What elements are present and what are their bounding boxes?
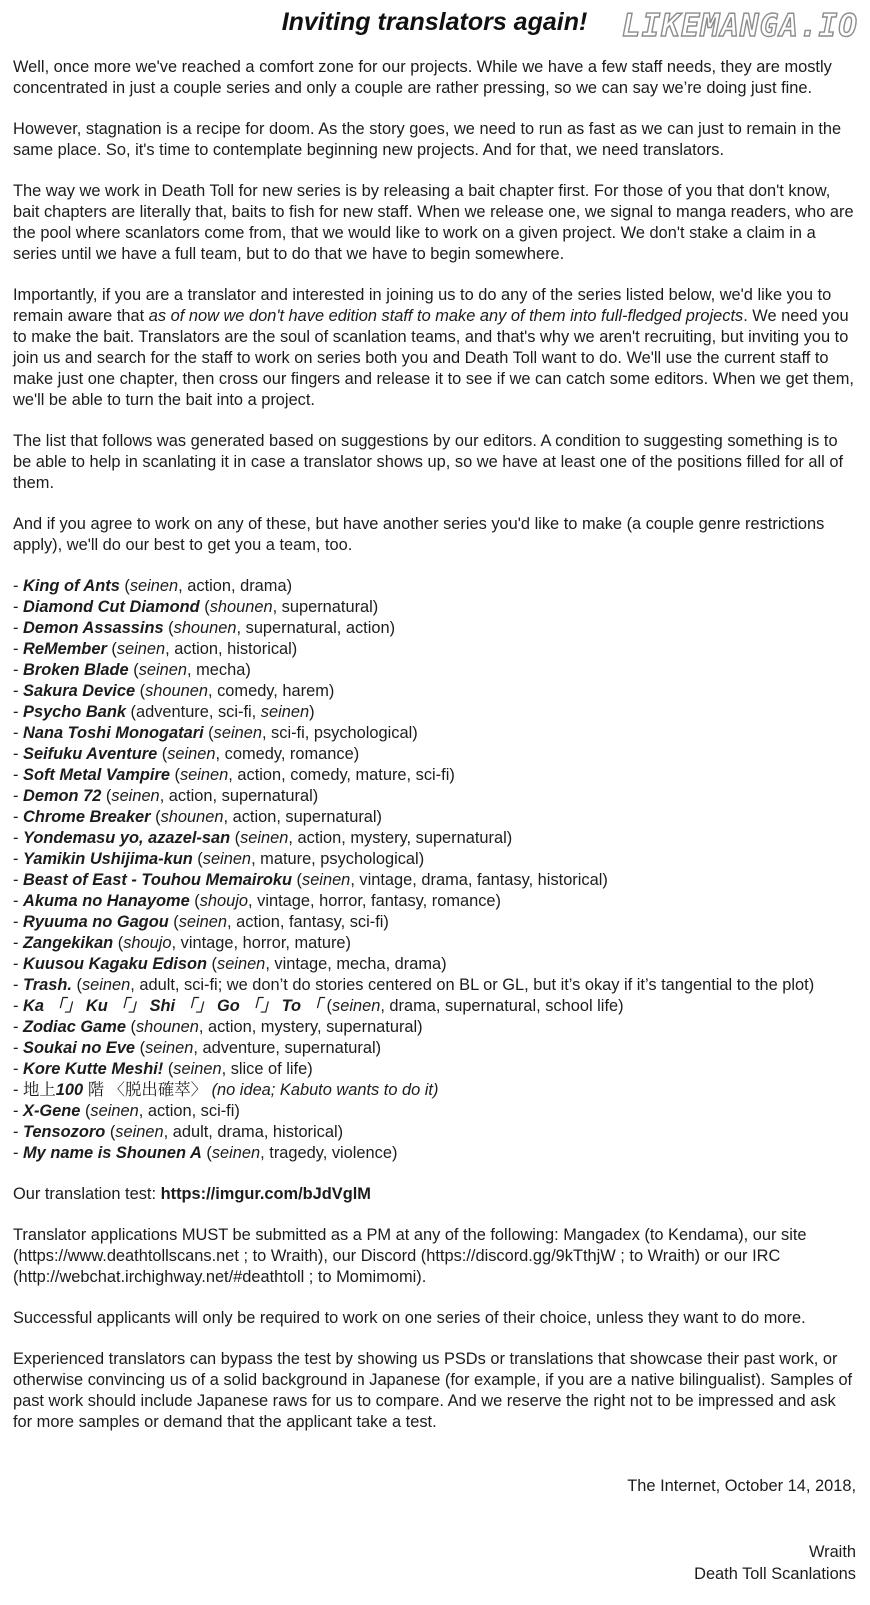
series-list-item: - Tensozoro (seinen, adult, drama, historical) [13, 1123, 344, 1141]
translation-test-url: https://imgur.com/bJdVglM [160, 1185, 371, 1203]
series-list-item: - King of Ants (seinen, action, drama) [13, 577, 293, 595]
series-list-item: - Sakura Device (shounen, comedy, harem) [13, 682, 335, 700]
series-list-item: - Soukai no Eve (seinen, adventure, supernatural) [13, 1039, 382, 1057]
translation-test-line [13, 1184, 856, 1205]
paragraph-other-series: And if you agree to work on any of these, but have another series you'd like to make (a couple genre restrictions apply), we'll do our best to get you a team, too. [13, 515, 825, 554]
paragraph-applications: Translator applications MUST be submitted as a PM at any of the following: Mangadex (to Kendama), our site (https://www.deathtollscans.net ; to Wraith), our Discord (https://discord.gg/9kTthjW ; to Wraith) or our IRC (http://webchat.irchighway.net/#deathtoll ; to Momimomi). [13, 1226, 807, 1286]
series-list-item: - Zodiac Game (shounen, action, mystery, supernatural) [13, 1018, 423, 1036]
series-list-item: - Kore Kutte Meshi! (seinen, slice of life) [13, 1060, 313, 1078]
series-list-item: - Ryuuma no Gagou (seinen, action, fantasy, sci-fi) [13, 913, 389, 931]
paragraph-importantly-italic-note: as of now we don't have edition staff to make any of them into full-fledged projects [148, 307, 744, 325]
signature-block [13, 1476, 856, 1585]
series-list-item: - Zangekikan (shoujo, vintage, horror, mature) [13, 934, 351, 952]
signature-name: Wraith [808, 1543, 856, 1561]
paragraph-successful-applicants: Successful applicants will only be required to work on one series of their choice, unless they want to do more. [13, 1309, 806, 1327]
series-list-item: - Beast of East - Touhou Memairoku (seinen, vintage, drama, fantasy, historical) [13, 871, 608, 889]
series-list-item: - Yamikin Ushijima-kun (seinen, mature, psychological) [13, 850, 425, 868]
paragraph-stagnation: However, stagnation is a recipe for doom. As the story goes, we need to run as fast as we can just to remain in the same place. So, it's time to contemplate beginning new projects. And for that, we need translators. [13, 120, 842, 159]
paragraph-bait-chapters: The way we work in Death Toll for new series is by releasing a bait chapter first. For those of you that don't know, bait chapters are literally that, baits to fish for new staff. When we release one, we signal to manga readers, who are the pool where scanlators come from, that we would like to work on a given project. We don't stake a claim in a series until we have a full team, but to do that we have to begin somewhere. [13, 182, 854, 263]
series-list-item: - Broken Blade (seinen, mecha) [13, 661, 251, 679]
series-list-item: - Diamond Cut Diamond (shounen, supernatural) [13, 598, 379, 616]
series-list-item: - Psycho Bank (adventure, sci-fi, seinen) [13, 703, 315, 721]
paragraph-list-origin: The list that follows was generated based on suggestions by our editors. A condition to suggesting something is to be able to help in scanlating it in case a translator shows up, so we have at least one of the positions filled for all of them. [13, 432, 844, 492]
series-list-item: - 地上100 階 〈脱出確萃〉 (no idea; Kabuto wants to do it) [13, 1081, 439, 1099]
series-list-item: - Demon 72 (seinen, action, supernatural) [13, 787, 319, 805]
series-list-item: - Soft Metal Vampire (seinen, action, comedy, mature, sci-fi) [13, 766, 455, 784]
likemanga-watermark: LIKEMANGA.IO [622, 8, 858, 44]
series-list [13, 576, 856, 1164]
series-list-item: - Trash. (seinen, adult, sci-fi; we don’t do stories centered on BL or GL, but it’s okay if it’s tangential to the plot) [13, 976, 815, 994]
translation-test-label: Our translation test: [13, 1185, 161, 1203]
series-list-item: - Seifuku Aventure (seinen, comedy, romance) [13, 745, 360, 763]
signature-group: Death Toll Scanlations [694, 1565, 856, 1583]
series-list-item: - Demon Assassins (shounen, supernatural, action) [13, 619, 396, 637]
paragraph-experienced-translators: Experienced translators can bypass the test by showing us PSDs or translations that showcase their past work, or otherwise convincing us of a solid background in Japanese (for example, if you are a native bilingualist). Samples of past work should include Japanese raws for us to compare. And we reserve the right not to be impressed and ask for more samples or demand that the applicant take a test. [13, 1350, 853, 1431]
paragraph-importantly-after: . We need you to make the bait. Translators are the soul of scanlation teams, and that's why we aren't recruiting, but inviting you to join us and search for the staff to work on series both you and Death Toll want to do. We'll use the current staff to make just one chapter, then cross our fingers and release it to see if we can catch some editors. When we get them, we'll be able to turn the bait into a project. [13, 307, 854, 409]
series-list-item: - Yondemasu yo, azazel-san (seinen, action, mystery, supernatural) [13, 829, 513, 847]
series-list-item: - ReMember (seinen, action, historical) [13, 640, 298, 658]
signature-date: The Internet, October 14, 2018, [627, 1477, 856, 1495]
series-list-item: - Nana Toshi Monogatari (seinen, sci-fi, psychological) [13, 724, 418, 742]
page-title: Inviting translators again! [281, 8, 588, 36]
paragraph-importantly-before: Importantly, if you are a translator and interested in joining us to do any of the series listed below, we'd like you to remain aware that [13, 286, 832, 325]
series-list-item: - Ka 「」 Ku 「」 Shi 「」 Go 「」 To 「 (seinen, drama, supernatural, school life) [13, 997, 624, 1015]
series-list-item: - X-Gene (seinen, action, sci-fi) [13, 1102, 240, 1120]
paragraph-importantly [13, 285, 856, 411]
paragraph-comfort-zone: Well, once more we've reached a comfort zone for our projects. While we have a few staff needs, they are mostly concentrated in just a couple series and only a couple are rather pressing, so we can say we’re doing just fine. [13, 58, 832, 97]
series-list-item: - Chrome Breaker (shounen, action, supernatural) [13, 808, 382, 826]
series-list-item: - Akuma no Hanayome (shoujo, vintage, horror, fantasy, romance) [13, 892, 501, 910]
series-list-item: - Kuusou Kagaku Edison (seinen, vintage, mecha, drama) [13, 955, 447, 973]
series-list-item: - My name is Shounen A (seinen, tragedy, violence) [13, 1144, 398, 1162]
